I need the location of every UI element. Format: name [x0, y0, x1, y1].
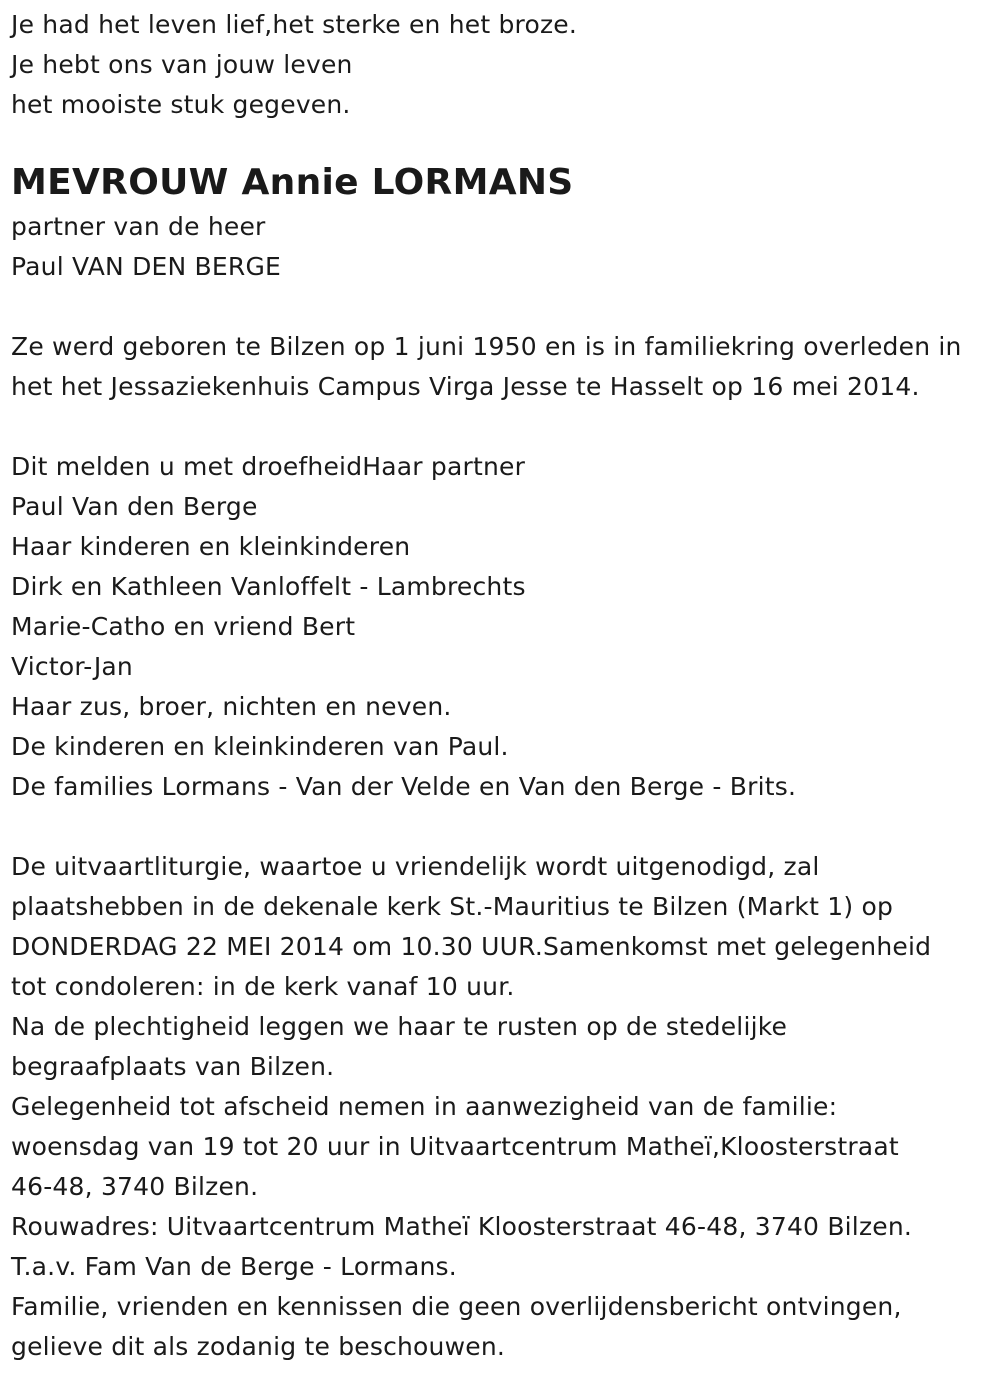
funeral-line: Rouwadres: Uitvaartcentrum Matheï Kloosterstraat 46-48, 3740 Bilzen. [11, 1212, 913, 1241]
spacer [11, 807, 996, 847]
poem-block [11, 5, 996, 125]
birth-death-line: het het Jessaziekenhuis Campus Virga Jesse te Hasselt op 16 mei 2014. [11, 372, 920, 401]
family-line: De families Lormans - Van der Velde en Van den Berge - Brits. [11, 772, 797, 801]
family-block [11, 447, 996, 807]
funeral-line: plaatshebben in de dekenale kerk St.-Mauritius te Bilzen (Markt 1) op [11, 892, 894, 921]
poem-line: Je had het leven lief,het sterke en het broze. [11, 10, 578, 39]
funeral-line: Familie, vrienden en kennissen die geen overlijdensbericht ontvingen, [11, 1292, 902, 1321]
family-line: Dit melden u met droefheidHaar partner [11, 452, 526, 481]
family-line: Marie-Catho en vriend Bert [11, 612, 356, 641]
poem-line: Je hebt ons van jouw leven [11, 50, 353, 79]
deceased-name: MEVROUW Annie LORMANS [11, 162, 574, 203]
birth-death-block [11, 327, 996, 407]
funeral-line: T.a.v. Fam Van de Berge - Lormans. [11, 1252, 457, 1281]
funeral-info-block [11, 847, 996, 1367]
funeral-line: begraafplaats van Bilzen. [11, 1052, 335, 1081]
obituary-document [11, 0, 996, 1367]
birth-death-line: Ze werd geboren te Bilzen op 1 juni 1950 en is in familiekring overleden in [11, 332, 962, 361]
partner-line: partner van de heer [11, 212, 266, 241]
funeral-line: 46-48, 3740 Bilzen. [11, 1172, 259, 1201]
family-line: Dirk en Kathleen Vanloffelt - Lambrechts [11, 572, 526, 601]
family-line: De kinderen en kleinkinderen van Paul. [11, 732, 509, 761]
family-line: Paul Van den Berge [11, 492, 258, 521]
spacer [11, 287, 996, 327]
spacer [11, 407, 996, 447]
partner-block [11, 207, 996, 287]
funeral-line: tot condoleren: in de kerk vanaf 10 uur. [11, 972, 515, 1001]
funeral-line: gelieve dit als zodanig te beschouwen. [11, 1332, 506, 1361]
funeral-line: DONDERDAG 22 MEI 2014 om 10.30 UUR.Samenkomst met gelegenheid [11, 932, 932, 961]
funeral-line: Gelegenheid tot afscheid nemen in aanwezigheid van de familie: [11, 1092, 838, 1121]
funeral-line: woensdag van 19 tot 20 uur in Uitvaartcentrum Matheï,Kloosterstraat [11, 1132, 899, 1161]
family-line: Haar zus, broer, nichten en neven. [11, 692, 452, 721]
funeral-line: Na de plechtigheid leggen we haar te rusten op de stedelijke [11, 1012, 788, 1041]
partner-line: Paul VAN DEN BERGE [11, 252, 282, 281]
family-line: Haar kinderen en kleinkinderen [11, 532, 411, 561]
funeral-line: De uitvaartliturgie, waartoe u vriendelijk wordt uitgenodigd, zal [11, 852, 820, 881]
family-line: Victor-Jan [11, 652, 133, 681]
poem-line: het mooiste stuk gegeven. [11, 90, 351, 119]
